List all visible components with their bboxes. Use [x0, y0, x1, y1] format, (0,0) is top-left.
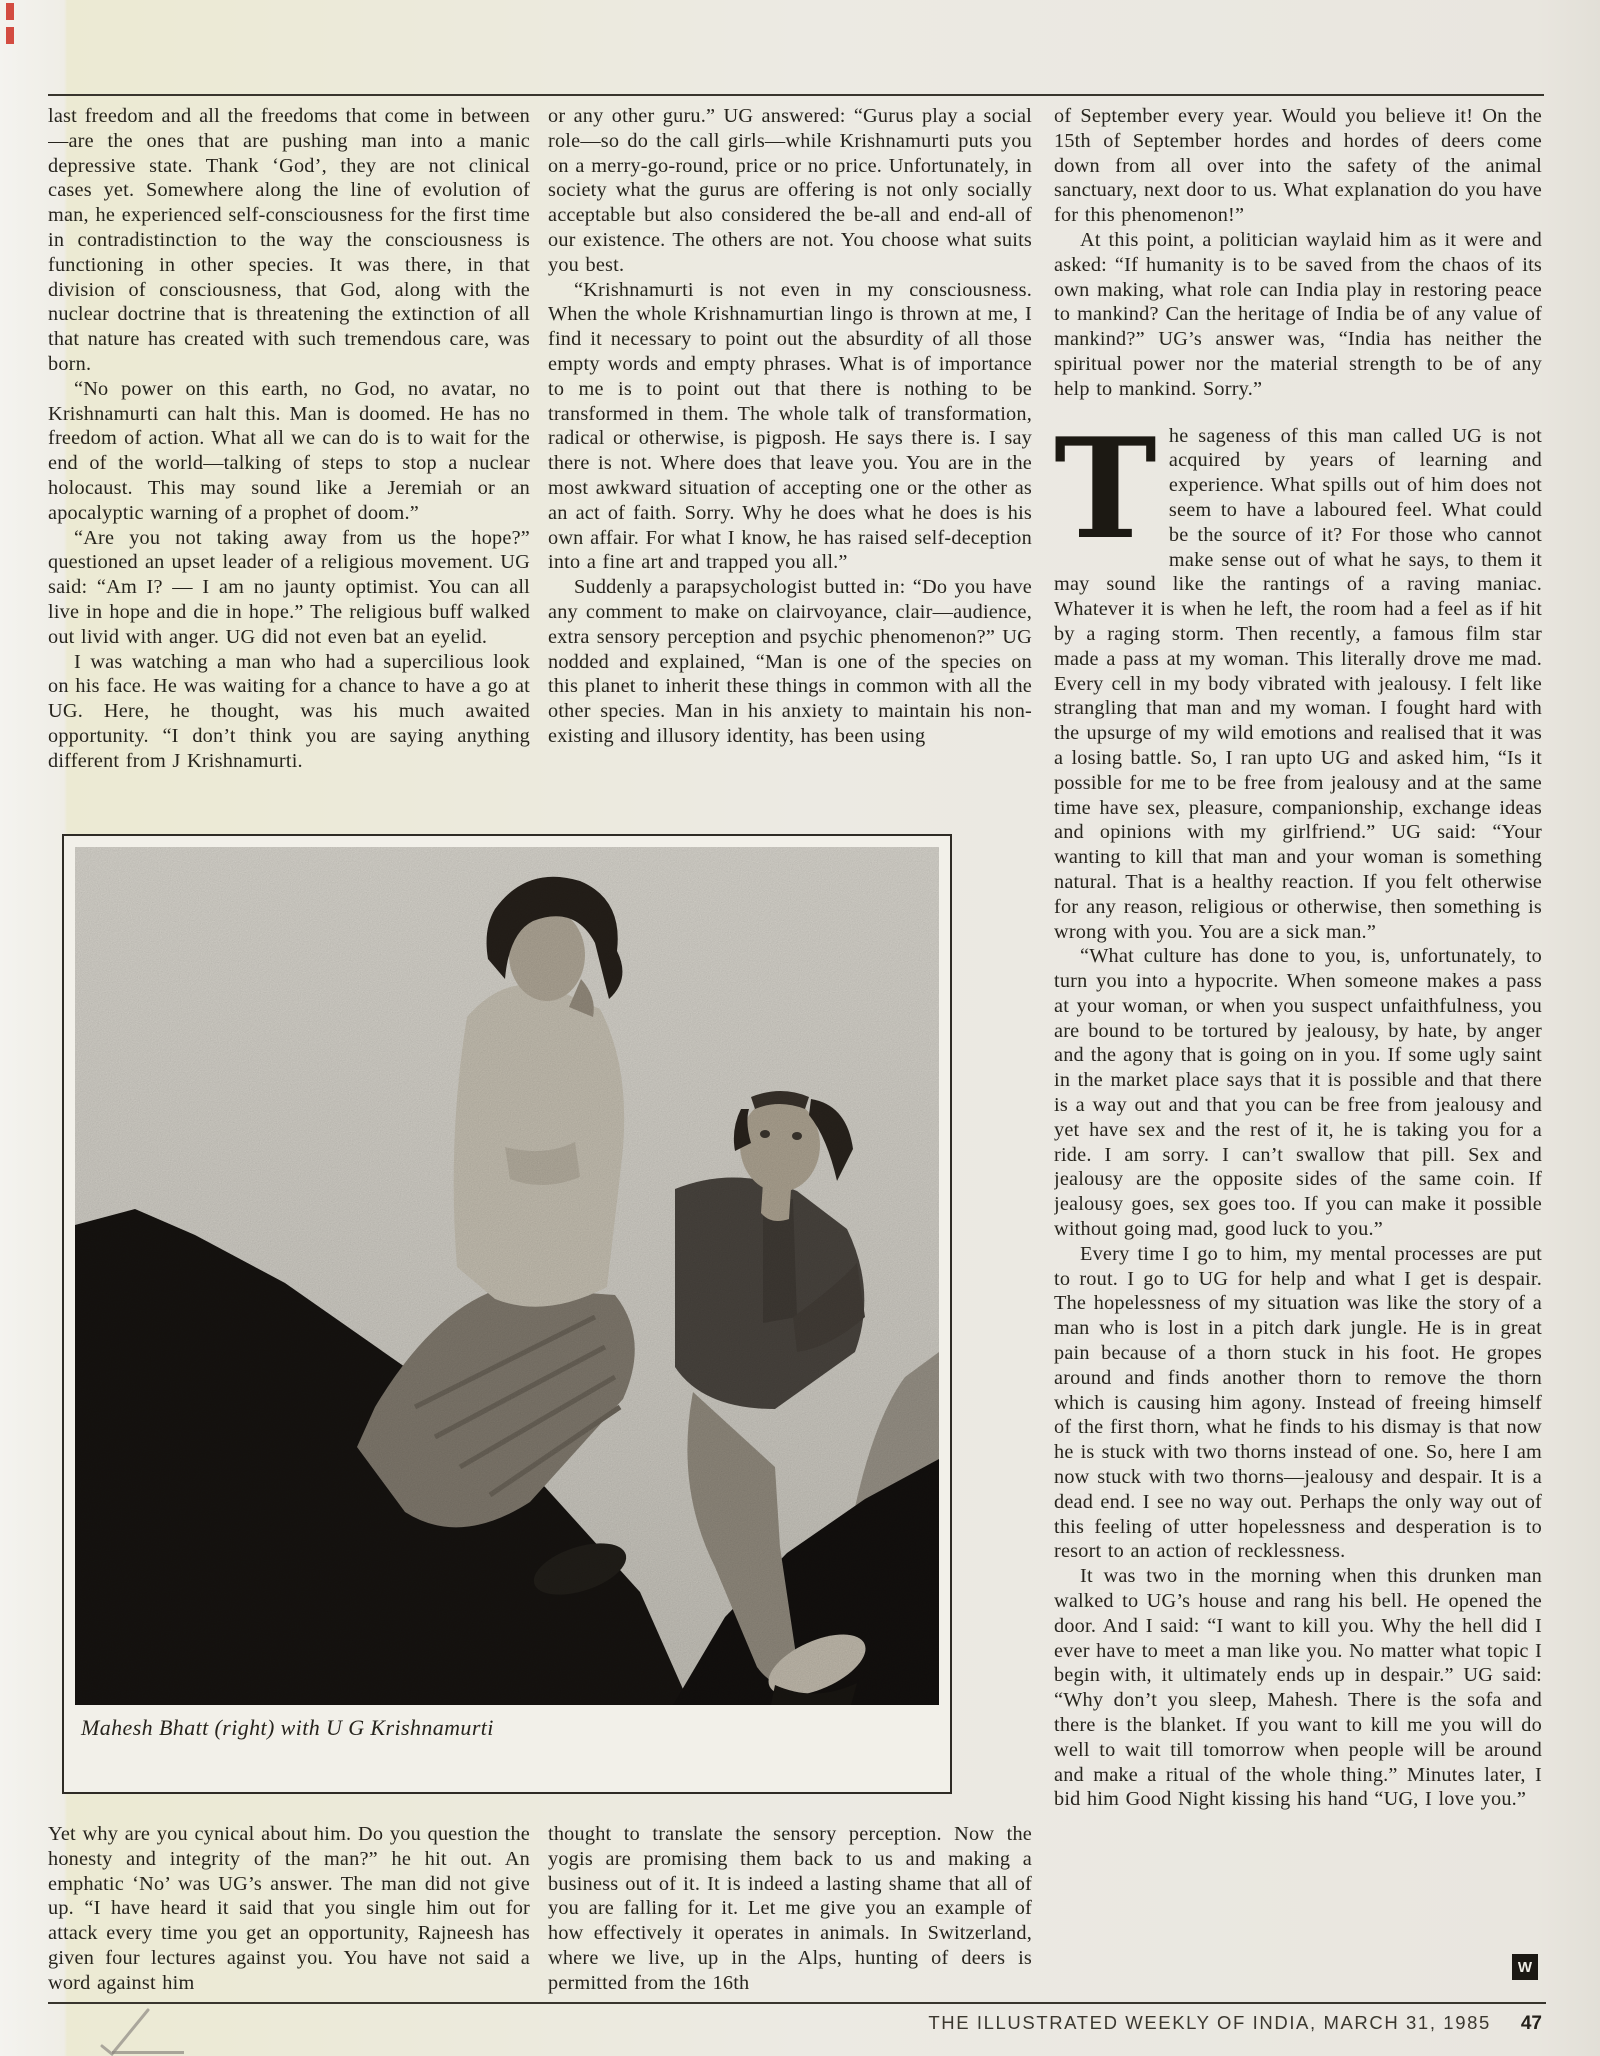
- paragraph: Yet why are you cynical about him. Do you question the honesty and integrity of the man?” he hit out. An emphatic ‘No’ was UG’s answer. The man did not give up. “I have heard it said that you single him out for attack every time you get an opportunity, Rajneesh has given four lectures against you. You have not said a word against him: [48, 1823, 530, 1994]
- page-number: 47: [1520, 2013, 1542, 2034]
- column-2-below-photo: [548, 1822, 1032, 2002]
- red-pen-mark: [6, 3, 14, 20]
- dropcap-text: he sageness of this man called UG is not acquired by years of learning and experience. What spills out of him does not seem to have a laboured feel. What could be the source of it? For those who cannot make sense out of what he says, to them it may sound like the rantings of a raving maniac. Whatever it is when he left, the room had a feel as if hit by a raging storm. Then recently, a famous film star made a pass at my woman. This literally drove me mad. Every cell in my body vibrated with jealousy. I felt like strangling that man and my woman. I fought hard with the upsurge of my wild emotions and realised that it was a losing battle. So, I ran upto UG and asked him, “Is it possible for me to be free from jealousy and at the same time have sex, pleasure, companionship, exchange ideas and opinions with my girlfriend.” UG said: “Your wanting to kill that man and your woman is something natural. That is a healthy reaction. If you felt otherwise for any reason, religious or otherwise, then something is wrong with you. You are a sick man.”: [1054, 424, 1542, 943]
- top-rule: [48, 94, 1544, 96]
- pencil-checkmark: [96, 2004, 156, 2056]
- paragraph: “Are you not taking away from us the hope?” questioned an upset leader of a religious movement. UG said: “Am I? — I am no jaunty optimist. You can all live in hope and die in hope.” The religious buff walked out livid with anger. UG did not even bat an eyelid.: [48, 526, 530, 648]
- paragraph: Suddenly a parapsychologist butted in: “Do you have any comment to make on clairvoyance, clair—audience, extra sensory perception and psychic phenomenon?” UG nodded and explained, “Man is one of the species on this planet to inherit these things in common with all the other species. Man in his anxiety to maintain his non-existing and illusory identity, has been using: [548, 576, 1032, 747]
- paragraph: or any other guru.” UG answered: “Gurus play a social role—so do the call girls—while Krishnamurti puts you on a merry-go-round, price or no price. Unfortunately, in society what the gurus are offering is not only socially acceptable but also considered the be-all and end-all of our existence. The others are not. You choose what suits you best.: [548, 105, 1032, 276]
- paragraph: “What culture has done to you, is, unfortunately, to turn you into a hypocrite. When someone makes a pass at your woman, or when you suspect unfaithfulness, you are bound to be tortured by jealousy, by hate, by anger and the agony that is going on in you. If some ugly saint in the market place says that it is possible and that there is a way out and that you can be free from jealousy and yet have sex and the rest of it, he is taking you for a ride. I am sorry. I can’t swallow that pill. Sex and jealousy are the opposite sides of the same coin. If jealousy goes, sex goes too. If you can make it possible without going mad, good luck to you.”: [1054, 945, 1542, 1241]
- paragraph: of September every year. Would you believe it! On the 15th of September hordes and hordes of deers come down from all over into the safety of the animal sanctuary, next door to us. What explanation do you have for this phenomenon!”: [1054, 105, 1542, 227]
- column-1-below-photo: [48, 1822, 530, 2002]
- column-1: [48, 104, 530, 834]
- paragraph: “No power on this earth, no God, no avatar, no Krishnamurti can halt this. Man is doomed. He has no freedom of action. What all we can do is to wait for the end of the world—talking of steps to stop a nuclear holocaust. This may sound like a Jeremiah or an apocalyptic warning of a prophet of doom.”: [48, 377, 530, 524]
- paragraph: “Krishnamurti is not even in my consciousness. When the whole Krishnamurtian lingo is thrown at me, I find it necessary to point out the absurdity of all those empty words and empty phrases. What is of importance to me is to point out that there is nothing to be transformed in them. The whole talk of transformation, radical or otherwise, is pigposh. He says there is. I say there is not. Where does that leave you. You are in the most awkward situation of accepting one or the other as an act of faith. Sorry. Why he does what he does is his own affair. For what I know, he has raised self-deception into a fine art and trapped you all.”: [548, 278, 1032, 574]
- weekly-end-mark: W: [1512, 1954, 1538, 1980]
- paragraph: It was two in the morning when this drunken man walked to UG’s house and rang his bell. He opened the door. And I said: “I want to kill you. Why the hell did I ever have to meet a man like you. No matter what topic I begin with, it ultimately ends up in despair.” UG said: “Why don’t you sleep, Mahesh. There is the sofa and there is the blanket. If you want to kill me you will do well to wait till tomorrow when people will be around and make a ritual of the whole thing.” Minutes later, I bid him Good Night kissing his hand “UG, I love you.”: [1054, 1565, 1542, 1811]
- scan-artifact: [112, 2051, 184, 2054]
- film-grain: [75, 847, 939, 1705]
- paragraph: thought to translate the sensory perception. Now the yogis are promising them back to us and making a business out of it. It is indeed a lasting shame that all of you are falling for it. Let me give you an example of how effectively it operates in animals. In Switzerland, where we live, up in the Alps, hunting of deers is permitted from the 16th: [548, 1823, 1032, 1994]
- photo: [62, 834, 952, 1794]
- drop-cap: T: [1054, 406, 1157, 570]
- paragraph: At this point, a politician waylaid him as it were and asked: “If humanity is to be saved from the chaos of its own making, what role can India play in restoring peace to mankind? Can the heritage of India be of any value of mankind?” UG’s answer was, “India has neither the spiritual power nor the material strength to be of any help to mankind. Sorry.”: [1054, 228, 1542, 400]
- paragraph: I was watching a man who had a supercilious look on his face. He was waiting for a chance to have a go at UG. Here, he thought, was his much awaited opportunity. “I don’t think you are saying anything different from J Krishnamurti.: [48, 650, 530, 772]
- paragraph: last freedom and all the freedoms that come in between—are the ones that are pushing man into a manic depressive state. Thank ‘God’, they are not clinical cases yet. Somewhere along the line of evolution of man, he experienced self-consciousness for the first time in contradistinction to the way the consciousness is functioning in other species. It was there, in that division of consciousness, that God, along with the nuclear doctrine that is threatening the extinction of all that nature has created with such tremendous care, was born.: [48, 105, 530, 375]
- photo-caption: Mahesh Bhatt (right) with U G Krishnamurti: [81, 1715, 494, 1740]
- paragraph: Every time I go to him, my mental processes are put to rout. I go to UG for help and what I get is despair. The hopelessness of my situation was like the story of a man who is lost in a pitch dark jungle. He is in great pain because of a thorn stuck in his foot. He gropes around and finds another thorn to remove the thorn which is causing him agony. Instead of freeing himself of the first thorn, what he finds to his dismay is that now he is stuck with two thorns instead of one. So, here I am now stuck with two thorns—jealousy and despair. It is a dead end. I see no way out. Perhaps the only way out of this feeling of utter hopelessness and desperation is to resort to an action of recklessness.: [1054, 1242, 1542, 1563]
- footer-journal-line: THE ILLUSTRATED WEEKLY OF INDIA, MARCH 31, 1985: [928, 2012, 1491, 2033]
- paragraph-dropcap: [1054, 406, 1542, 945]
- photo-illustration: [75, 847, 939, 1705]
- column-2: [548, 104, 1032, 834]
- red-pen-mark: [6, 27, 14, 44]
- column-3: [1054, 104, 1542, 1996]
- footer-rule: [48, 2002, 1546, 2004]
- footer: [48, 2012, 1542, 2035]
